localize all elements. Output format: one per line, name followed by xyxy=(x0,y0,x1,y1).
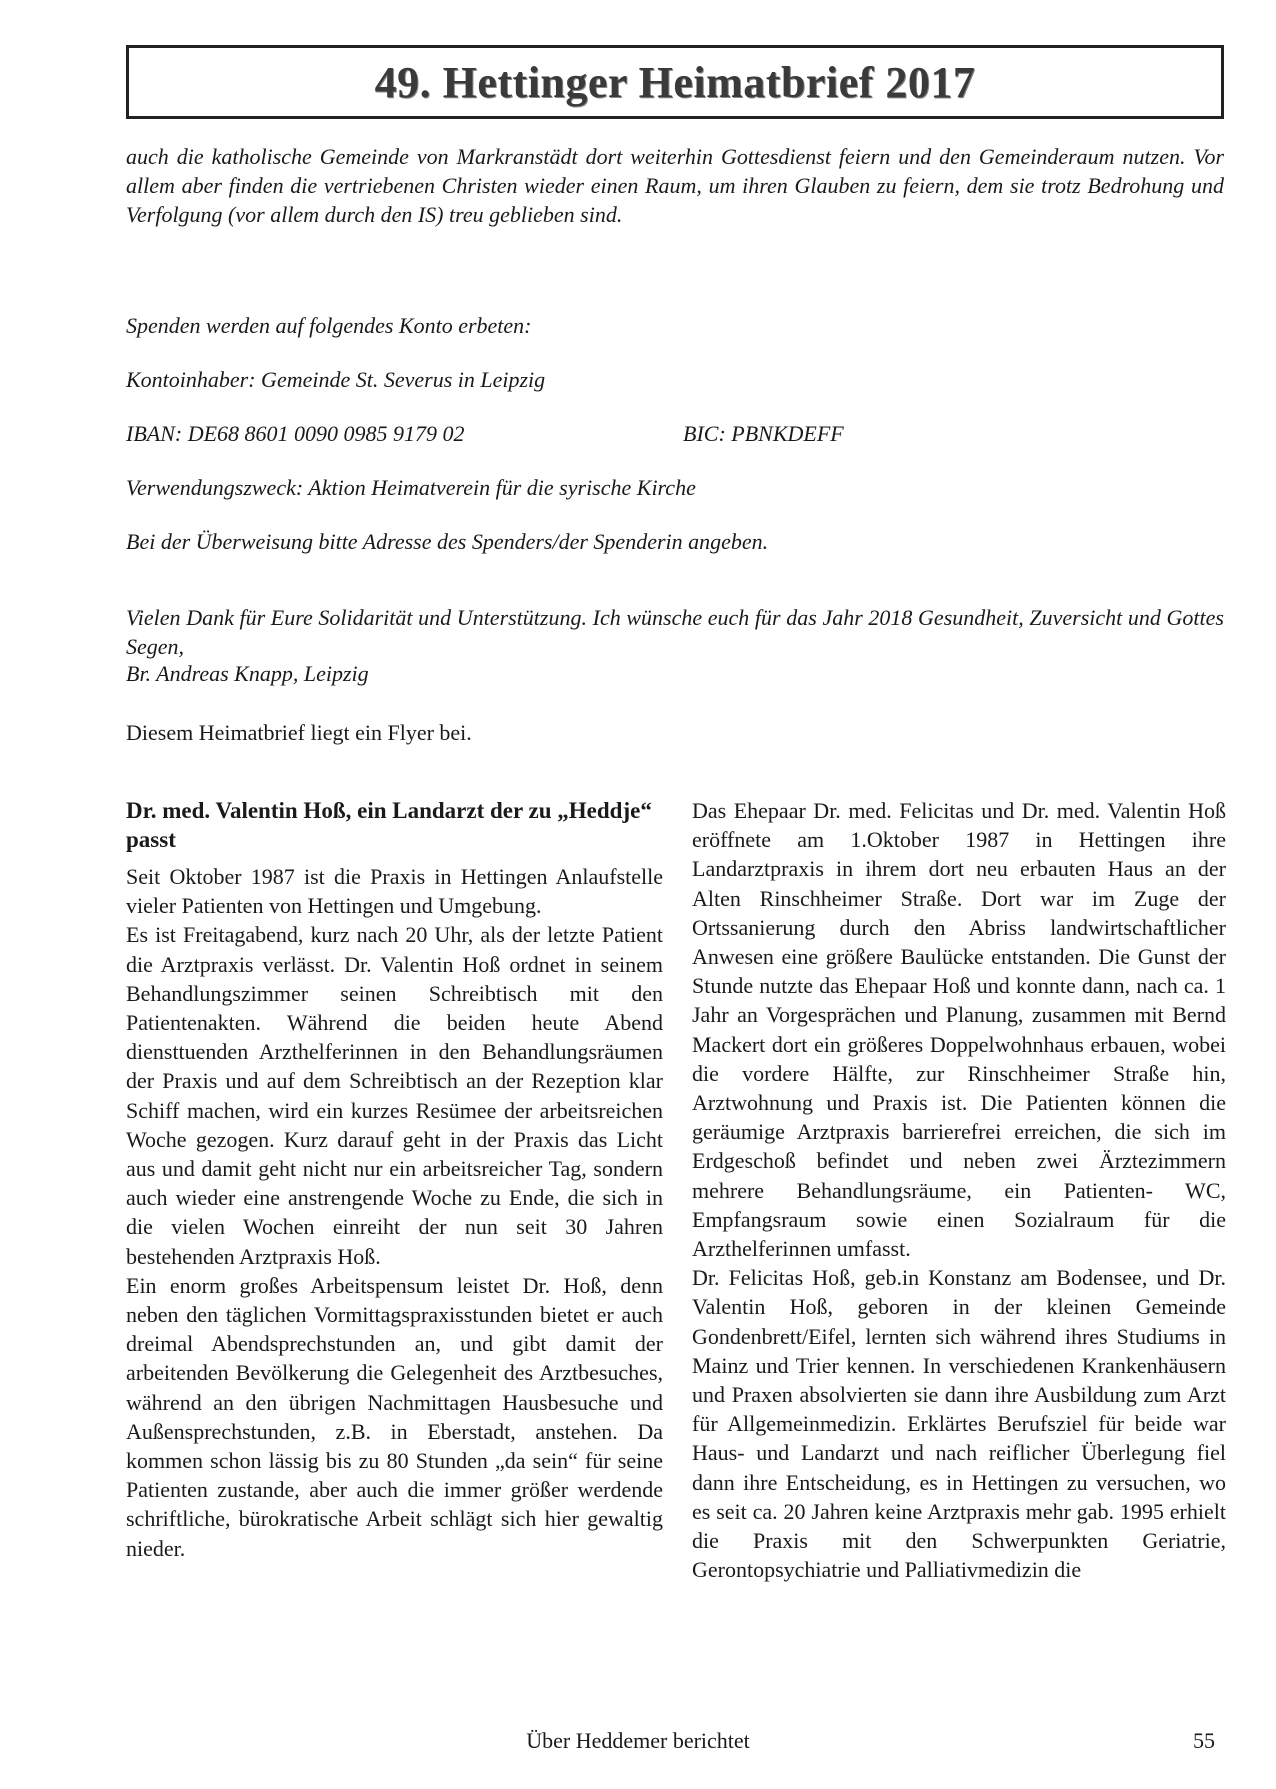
article-paragraph: Das Ehepaar Dr. med. Felicitas und Dr. med. Valentin Hoß eröffnete am 1.Oktober 1987 in Hettingen ihre Landarztpraxis in ihrem dort neu erbauten Haus an der Alten Rinschheimer Straße. Dort war im Zuge der Ortssanierung durch den Abriss landwirtschaftlicher Anwesen eine größere Baulücke entstanden. Die Gunst der Stunde nutzte das Ehepaar Hoß und konnte dann, nach ca. 1 Jahr an Vorgesprächen und Planung, zusammen mit Bernd Mackert dort ein größeres Doppelwohnhaus erbauen, wobei die vordere Hälfte, zur Rinschheimer Straße hin, Arztwohnung und Praxis ist. Die Patienten können die geräumige Arztpraxis barrierefrei erreichen, die sich im Erdgeschoß befindet und neben zwei Ärztezimmern mehrere Behandlungsräume, ein Patienten- WC, Empfangsraum sowie einen Sozialraum für die Arzthelferinnen umfasst. xyxy=(692,798,1226,1262)
page-title: 49. Hettinger Heimatbrief 2017 xyxy=(374,57,976,107)
flyer-note: Diesem Heimatbrief liegt ein Flyer bei. xyxy=(126,720,472,745)
article-right-column xyxy=(692,796,1226,1584)
article-left-column xyxy=(126,796,663,1563)
account-holder: Kontoinhaber: Gemeinde St. Severus in Leipzig xyxy=(126,367,546,392)
article-paragraph: Ein enorm großes Arbeitspensum leistet Dr. Hoß, denn neben den täglichen Vormittagspraxisstunden bietet er auch dreimal Abendsprechstunden an, und gibt damit der arbeitenden Bevölkerung die Gelegenheit des Arztbesuches, während an den übrigen Nachmittagen Hausbesuche und Außensprechstunden, z.B. in Eberstadt, anstehen. Da kommen schon lässig bis zu 80 Stunden „da sein“ für seine Patienten zustande, aber auch die immer größer werdende schriftliche, bürokratische Arbeit schlägt sich hier gewaltig nieder. xyxy=(126,1272,663,1561)
thanks-paragraph: Vielen Dank für Eure Solidarität und Unterstützung. Ich wünsche euch für das Jahr 2018 Gesundheit, Zuversicht und Gottes Segen, xyxy=(126,605,1224,659)
donation-request: Spenden werden auf folgendes Konto erbeten: xyxy=(126,313,532,338)
address-note: Bei der Überweisung bitte Adresse des Spenders/der Spenderin angeben. xyxy=(126,529,769,554)
payment-purpose: Verwendungszweck: Aktion Heimatverein für die syrische Kirche xyxy=(126,475,696,500)
footer-section-title: Über Heddemer berichtet xyxy=(526,1728,750,1753)
page-number: 55 xyxy=(1193,1728,1215,1753)
bic: BIC: PBNKDEFF xyxy=(683,421,844,446)
article-heading: Dr. med. Valentin Hoß, ein Landarzt der zu „Heddje“ passt xyxy=(126,798,652,852)
article-paragraph: Dr. Felicitas Hoß, geb.in Konstanz am Bodensee, und Dr. Valentin Hoß, geboren in der kleinen Gemeinde Gondenbrett/Eifel, lernten sich während ihres Studiums in Mainz und Trier kennen. In verschiedenen Krankenhäusern und Praxen absolvierten sie dann ihre Ausbildung zum Arzt für Allgemeinmedizin. Erklärtes Berufsziel für beide war Haus- und Landarzt und nach reiflicher Überlegung fiel dann ihre Entscheidung, es in Hettingen zu versuchen, wo es seit ca. 20 Jahren keine Arztpraxis mehr gab. 1995 erhielt die Praxis mit den Schwerpunkten Geriatrie, Gerontopsychiatrie und Palliativmedizin die xyxy=(692,1265,1226,1583)
intro-paragraph: auch die katholische Gemeinde von Markranstädt dort weiterhin Gottesdienst feiern und den Gemeinderaum nutzen. Vor allem aber finden die vertriebenen Christen wieder einen Raum, um ihren Glauben zu feiern, dem sie trotz Bedrohung und Verfolgung (vor allem durch den IS) treu geblieben sind. xyxy=(126,144,1224,227)
header-box xyxy=(126,45,1224,119)
iban: IBAN: DE68 8601 0090 0985 9179 02 xyxy=(126,421,465,446)
article-paragraph: Es ist Freitagabend, kurz nach 20 Uhr, als der letzte Patient die Arztpraxis verlässt. Dr. Valentin Hoß ordnet in seinem Behandlungszimmer seinen Schreibtisch mit den Patientenakten. Während die beiden heute Abend diensttuenden Arzthelferinnen in den Behandlungsräumen der Praxis und auf dem Schreibtisch an der Rezeption klar Schiff machen, wird ein kurzes Resümee der arbeitsreichen Woche gezogen. Kurz darauf geht in der Praxis das Licht aus und damit geht nicht nur ein arbeitsreicher Tag, sondern auch wieder eine anstrengende Woche zu Ende, die sich in die vielen Wochen einreiht der nun seit 30 Jahren bestehenden Arztpraxis Hoß. xyxy=(126,922,663,1269)
article-paragraph: Seit Oktober 1987 ist die Praxis in Hettingen Anlaufstelle vieler Patienten von Hettingen und Umgebung. xyxy=(126,864,663,919)
signature: Br. Andreas Knapp, Leipzig xyxy=(126,661,369,686)
